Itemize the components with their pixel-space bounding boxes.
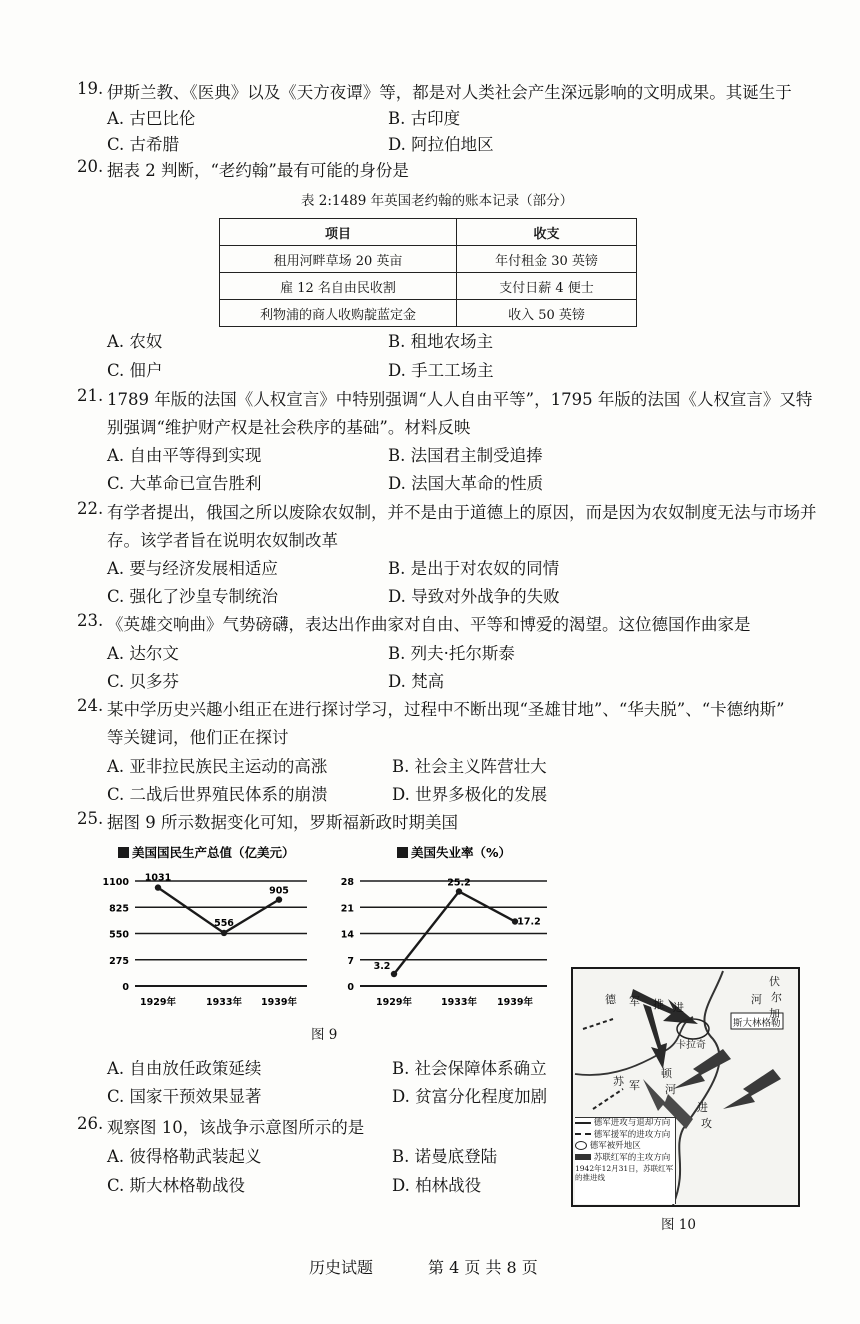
map-label: 河: [751, 993, 762, 1006]
q23-stem: 《英雄交响曲》气势磅礴，表达出作曲家对自由、平等和博爱的渴望。这位德国作曲家是: [107, 615, 751, 634]
q19-option-a: A. 古巴比伦: [107, 109, 196, 128]
y-tick-label: 28: [340, 877, 354, 888]
q19-option-d: D. 阿拉伯地区: [388, 135, 494, 154]
q21-stem-line1: 1789 年版的法国《人权宣言》中特别强调“人人自由平等”，1795 年版的法国《人权宣言》又特: [107, 390, 813, 409]
gnp-chart-title: 美国国民生产总值（亿美元）: [132, 845, 295, 860]
legend-encircled: 德军被歼地区: [575, 1141, 675, 1153]
q22-stem-line1: 有学者提出，俄国之所以废除农奴制，并不是由于道德上的原因，而是因为农奴制度无法与市场并: [107, 503, 817, 522]
q26-stem: 观察图 10，该战争示意图所示的是: [107, 1118, 365, 1137]
table-row: [220, 273, 637, 300]
unemployment-legend-square: [397, 847, 408, 858]
thick-arrow-icon: [575, 1154, 591, 1160]
q20-option-b: B. 租地农场主: [388, 332, 494, 351]
stalingrad-map: [571, 967, 800, 1207]
legend-german-relief: 德军援军的进攻方向: [575, 1130, 675, 1142]
x-tick-label: 1939年: [261, 997, 297, 1008]
q24-option-c: C. 二战后世界殖民体系的崩溃: [107, 785, 328, 804]
unemployment-chart-title: 美国失业率（%）: [411, 845, 512, 860]
data-point: [276, 896, 282, 902]
legend-soviet-attack: 苏联红军的主攻方向: [575, 1153, 675, 1165]
x-tick-label: 1929年: [140, 997, 176, 1008]
q22-number: 22.: [77, 499, 104, 518]
figure-10-caption: 图 10: [661, 1217, 696, 1233]
data-point: [456, 888, 462, 894]
data-point: [221, 930, 227, 936]
q21-number: 21.: [77, 386, 104, 405]
german-attack-arrow: [643, 1004, 667, 1069]
y-tick-label: 7: [347, 955, 354, 967]
q26-option-a: A. 彼得格勒武装起义: [107, 1147, 262, 1166]
map-label: 德: [605, 993, 616, 1006]
map-label: 军: [629, 995, 640, 1008]
q25-option-a: A. 自由放任政策延续: [107, 1059, 262, 1078]
y-tick-label: 825: [109, 903, 129, 915]
map-label: 尔: [771, 991, 782, 1004]
q22-option-c: C. 强化了沙皇专制统治: [107, 587, 279, 606]
q21-option-b: B. 法国君主制受追捧: [388, 446, 543, 465]
q26-option-d: D. 柏林战役: [392, 1176, 482, 1195]
q23-option-a: A. 达尔文: [107, 644, 179, 663]
q20-option-d: D. 手工工场主: [388, 361, 494, 380]
q24-option-b: B. 社会主义阵营壮大: [392, 757, 547, 776]
q21-option-c: C. 大革命已宣告胜利: [107, 474, 262, 493]
encircled-icon: [575, 1141, 587, 1150]
table-row: [220, 300, 637, 327]
figure-9-caption: 图 9: [311, 1027, 338, 1043]
map-label: 攻: [701, 1117, 712, 1130]
map-label: 苏: [613, 1075, 624, 1088]
q19-option-b: B. 古印度: [388, 109, 461, 128]
footer-page: 第 4 页 共 8 页: [428, 1258, 538, 1277]
map-label: 进: [697, 1101, 708, 1114]
y-tick-label: 550: [109, 929, 129, 941]
q23-number: 23.: [77, 611, 104, 630]
q19-stem: 伊斯兰教、《医典》以及《天方夜谭》等，都是对人类社会产生深远影响的文明成果。其诞生于: [107, 83, 792, 102]
q24-option-d: D. 世界多极化的发展: [392, 785, 548, 804]
q25-option-c: C. 国家干预效果显著: [107, 1087, 262, 1106]
data-label: 905: [269, 885, 289, 897]
table-cell: 租用河畔草场 20 英亩: [220, 246, 457, 273]
q23-option-c: C. 贝多芬: [107, 672, 180, 691]
legend-german-attack: 德军进攻与退却方向: [575, 1118, 675, 1130]
q24-number: 24.: [77, 696, 104, 715]
q23-option-d: D. 梵高: [388, 672, 445, 691]
gnp-chart: [103, 845, 307, 1008]
q20-option-c: C. 佃户: [107, 361, 163, 380]
ledger-table: [219, 218, 637, 327]
table-cell: 利物浦的商人收购靛蓝定金: [220, 300, 457, 327]
map-label: 伏: [769, 975, 780, 988]
y-tick-label: 1100: [102, 877, 129, 888]
table-cell: 年付租金 30 英镑: [457, 246, 637, 273]
data-label: 556: [214, 917, 234, 929]
q20-option-a: A. 农奴: [107, 332, 163, 351]
q19-number: 19.: [77, 79, 104, 98]
map-label: 进: [673, 1001, 684, 1014]
y-tick-label: 21: [340, 903, 354, 915]
soviet-attack-arrow: [723, 1069, 781, 1109]
q20-number: 20.: [77, 157, 104, 176]
map-label: 河: [665, 1083, 676, 1096]
table-header-row: [220, 219, 637, 246]
map-label: 推: [653, 998, 664, 1011]
q26-option-b: B. 诺曼底登陆: [392, 1147, 498, 1166]
x-tick-label: 1933年: [441, 997, 477, 1008]
data-point: [391, 971, 397, 977]
solid-arrow-icon: [575, 1122, 591, 1124]
q22-option-d: D. 导致对外战争的失败: [388, 587, 560, 606]
map-label-kalach: 卡拉奇: [676, 1040, 706, 1051]
q24-stem-line2: 等关键词，他们正在探讨: [107, 728, 289, 747]
table-caption: 表 2:1489 年英国老约翰的账本记录（部分）: [301, 193, 574, 209]
y-tick-label: 0: [347, 982, 354, 993]
gnp-legend-square: [118, 847, 129, 858]
legend-front-line: 1942年12月31日，苏联红军的推进线: [575, 1164, 674, 1182]
q22-stem-line2: 存。该学者旨在说明农奴制改革: [107, 531, 338, 550]
q26-option-c: C. 斯大林格勒战役: [107, 1176, 246, 1195]
data-label: 3.2: [373, 961, 391, 972]
q26-number: 26.: [77, 1114, 104, 1133]
map-legend: [575, 1117, 676, 1204]
q22-option-a: A. 要与经济发展相适应: [107, 559, 278, 578]
table-header-cell: 项目: [220, 219, 457, 246]
data-label: 25.2: [447, 877, 471, 889]
map-label: 军: [629, 1079, 640, 1092]
table-header-cell: 收支: [457, 219, 637, 246]
q25-option-d: D. 贫富分化程度加剧: [392, 1087, 548, 1106]
q20-stem: 据表 2 判断，“老约翰”最有可能的身份是: [107, 161, 409, 180]
unemployment-chart: [341, 845, 547, 1008]
y-tick-label: 275: [109, 955, 129, 967]
q25-number: 25.: [77, 809, 104, 828]
figure-9-charts: [95, 840, 565, 1015]
soviet-attack-arrow: [673, 1049, 731, 1089]
map-label: 加: [769, 1007, 780, 1020]
q19-option-c: C. 古希腊: [107, 135, 180, 154]
table-cell: 收入 50 英镑: [457, 300, 637, 327]
retreat-dashed-line: [583, 1019, 613, 1029]
q22-option-b: B. 是出于对农奴的同情: [388, 559, 560, 578]
data-label: 1031: [144, 872, 172, 884]
x-tick-label: 1929年: [376, 997, 412, 1008]
table-row: [220, 246, 637, 273]
table-cell: 支付日薪 4 便士: [457, 273, 637, 300]
table-cell: 雇 12 名自由民收割: [220, 273, 457, 300]
q21-stem-line2: 别强调“维护财产权是社会秩序的基础”。材料反映: [107, 418, 471, 437]
data-label: 17.2: [517, 916, 541, 928]
y-tick-label: 14: [340, 929, 354, 941]
x-tick-label: 1933年: [206, 997, 242, 1008]
map-label: 顿: [661, 1067, 672, 1080]
footer-subject: 历史试题: [309, 1258, 374, 1277]
retreat-dashed-line: [593, 1089, 623, 1109]
q24-option-a: A. 亚非拉民族民主运动的高涨: [107, 757, 328, 776]
map-label-stalingrad: 斯大林格勒: [733, 1018, 781, 1029]
q21-option-a: A. 自由平等得到实现: [107, 446, 262, 465]
data-point: [155, 884, 161, 890]
q25-stem: 据图 9 所示数据变化可知，罗斯福新政时期美国: [107, 813, 458, 832]
y-tick-label: 0: [122, 982, 129, 993]
q21-option-d: D. 法国大革命的性质: [388, 474, 544, 493]
dashed-arrow-icon: [575, 1133, 591, 1135]
q24-stem-line1: 某中学历史兴趣小组正在进行探讨学习，过程中不断出现“圣雄甘地”、“华夫脱”、“卡德纳斯”: [107, 700, 785, 719]
x-tick-label: 1939年: [497, 997, 533, 1008]
q25-option-b: B. 社会保障体系确立: [392, 1059, 547, 1078]
q23-option-b: B. 列夫·托尔斯泰: [388, 644, 515, 663]
